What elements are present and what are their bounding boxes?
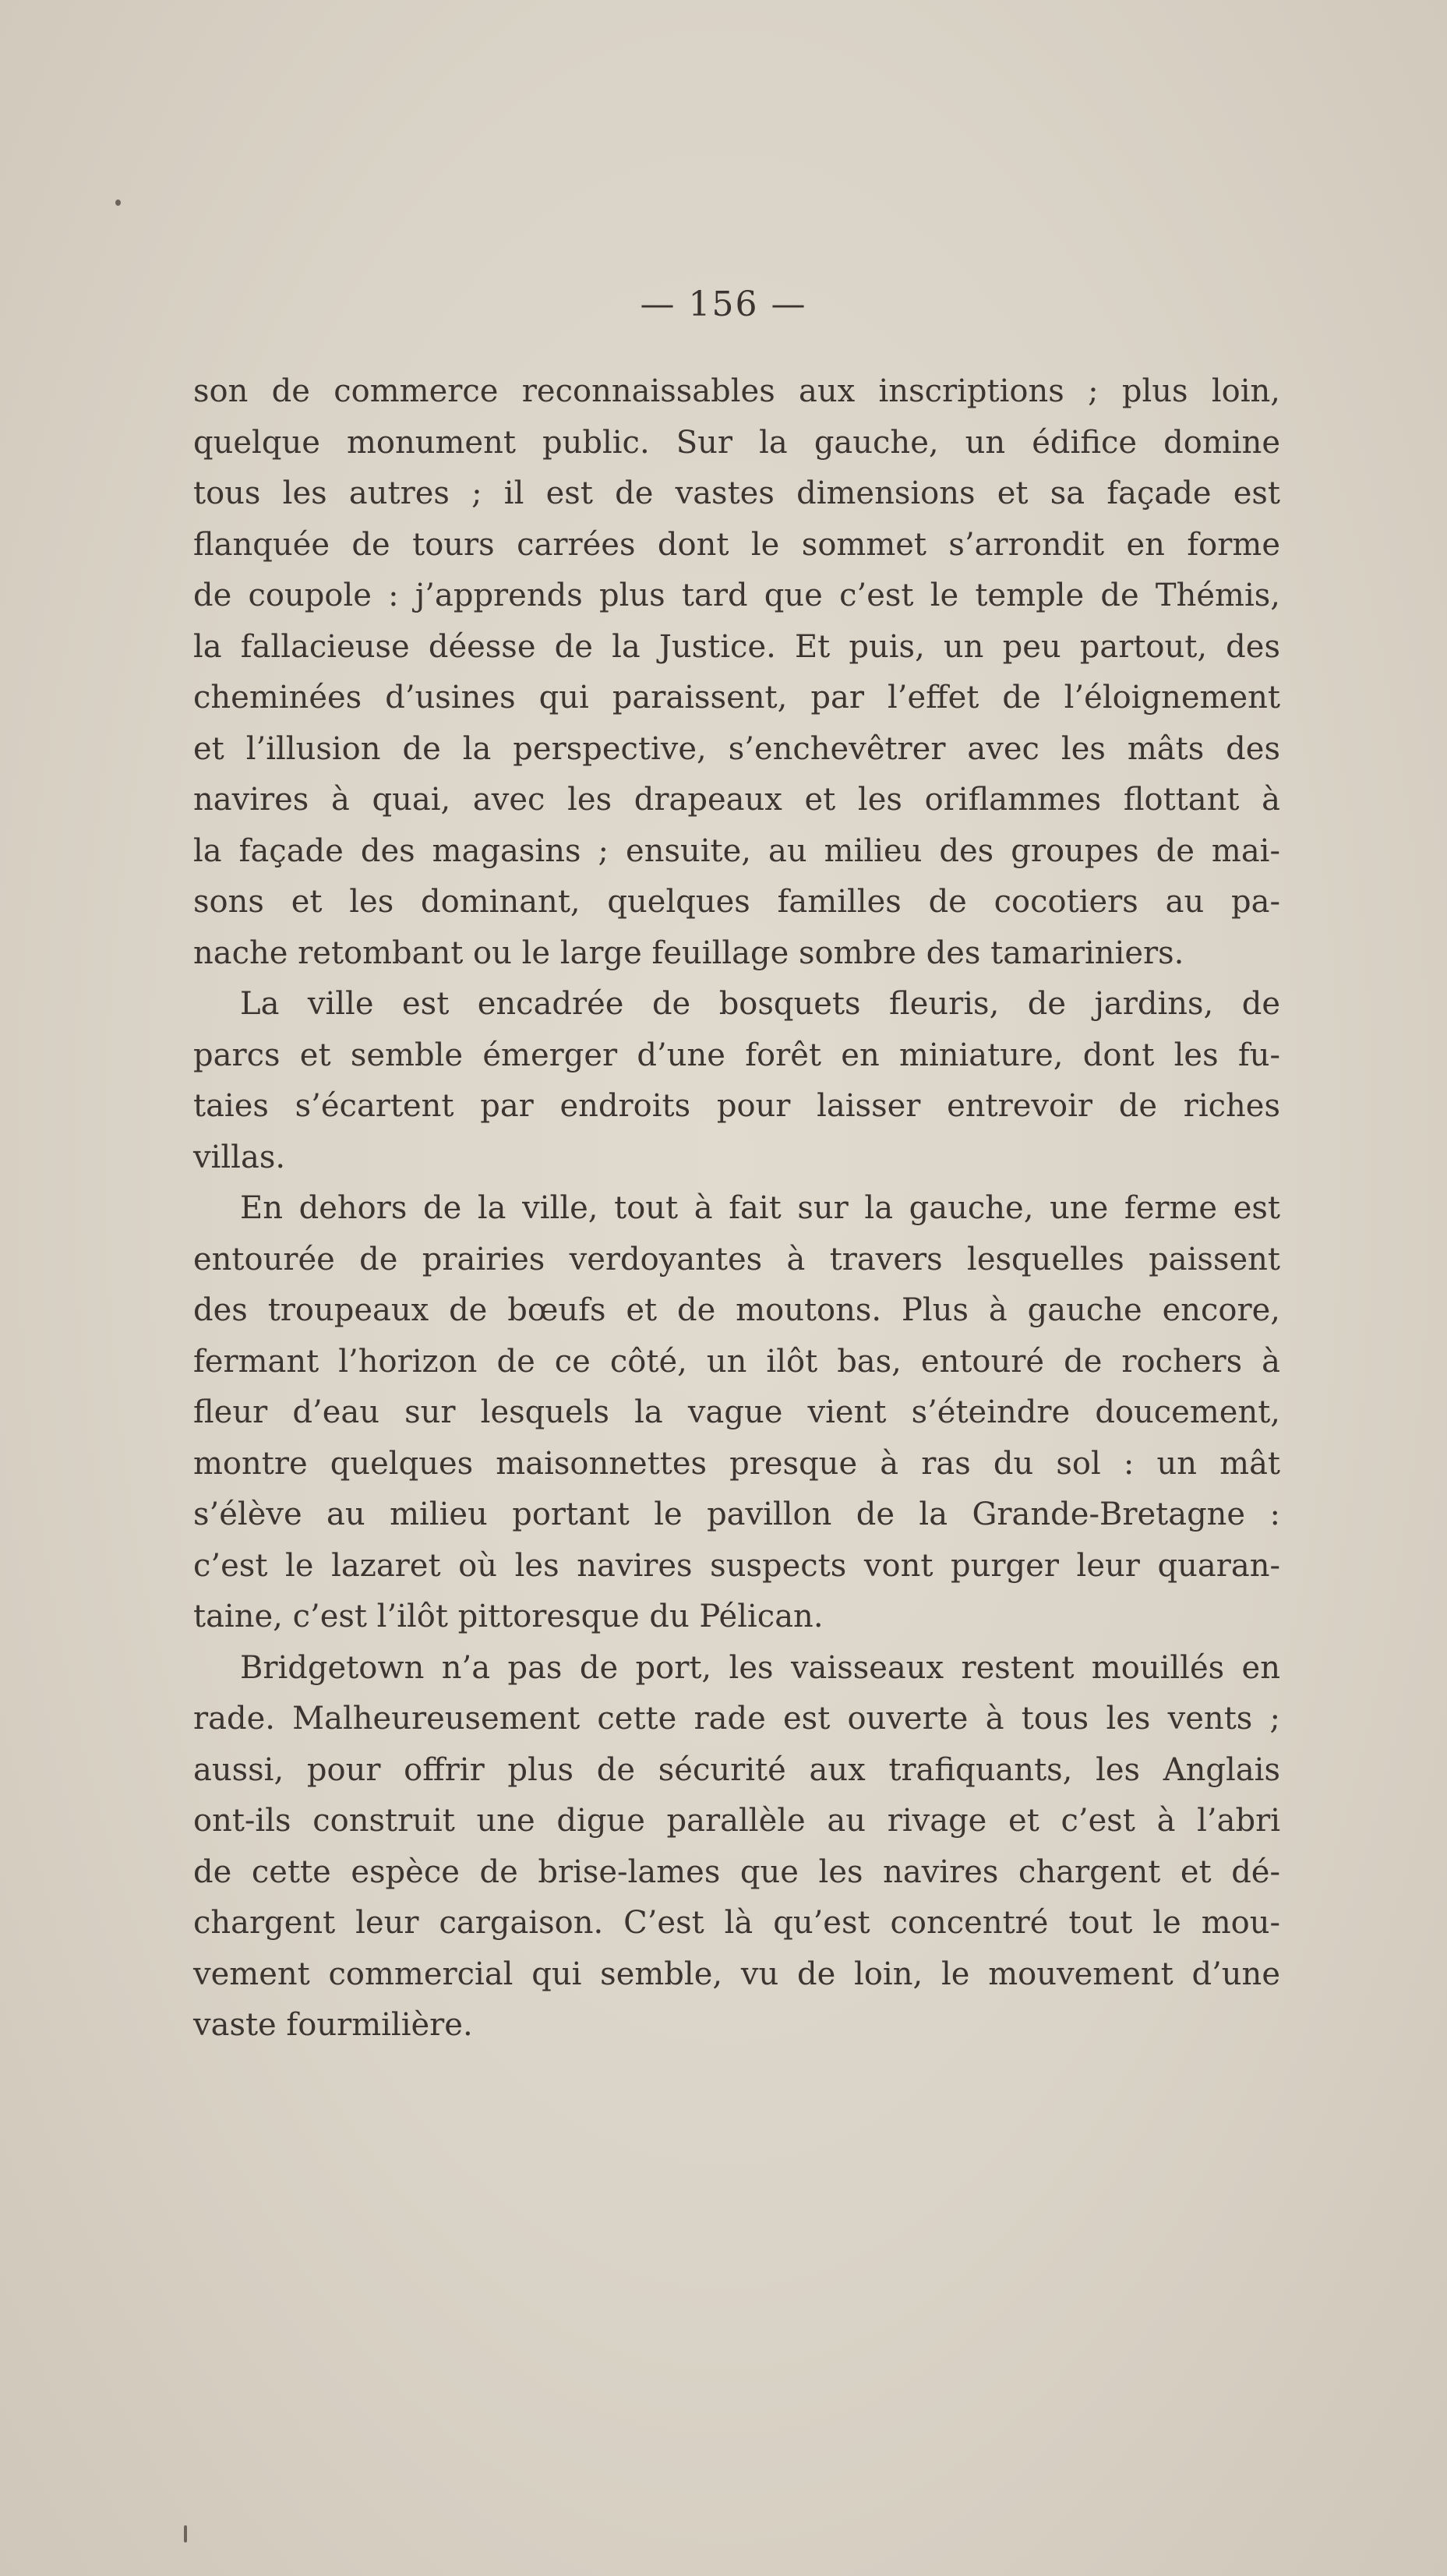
text-line: parcs et semble émerger d’une forêt en miniature, dont les fu- [193,1037,1280,1073]
text-line: c’est le lazaret où les navires suspects vont purger leur quaran- [193,1547,1280,1584]
paragraph [193,366,1280,979]
text-line: la façade des magasins ; ensuite, au milieu des groupes de mai- [193,832,1280,869]
text-line: de cette espèce de brise-lames que les navires chargent et dé- [193,1853,1280,1890]
text-line: montre quelques maisonnettes presque à ras du sol : un mât [193,1445,1280,1482]
text-line: quelque monument public. Sur la gauche, un édifice domine [193,424,1280,461]
text-line: nache retombant ou le large feuillage sombre des tamariniers. [193,935,1184,971]
text-line: villas. [193,1139,286,1175]
paper-speck [115,200,121,206]
text-line: cheminées d’usines qui paraissent, par l’effet de l’éloignement [193,680,1280,716]
text-line: taine, c’est l’ilôt pittoresque du Pélican. [193,1599,824,1634]
paper-speck [184,2525,187,2542]
text-line: flanquée de tours carrées dont le sommet s’arrondit en forme [193,526,1280,563]
text-line: taies s’écartent par endroits pour laisser entrevoir de riches [193,1088,1280,1124]
text-line: sons et les dominant, quelques familles de cocotiers au pa- [193,884,1280,920]
text-line: navires à quai, avec les drapeaux et les oriflammes flottant à [193,782,1280,818]
text-line: La ville est encadrée de bosquets fleuris, de jardins, de [240,986,1280,1022]
body-text [193,366,1280,2051]
text-line: vaste fourmilière. [193,2007,473,2043]
text-line: la fallacieuse déesse de la Justice. Et puis, un peu partout, des [193,628,1280,665]
paragraph [193,979,1280,1183]
text-line: chargent leur cargaison. C’est là qu’est concentré tout le mou- [193,1905,1280,1941]
text-line: s’élève au milieu portant le pavillon de la Grande-Bretagne : [193,1496,1280,1532]
paragraph [193,1643,1280,2051]
text-line: des troupeaux de bœufs et de moutons. Plus à gauche encore, [193,1292,1280,1328]
text-line: En dehors de la ville, tout à fait sur la gauche, une ferme est [240,1190,1280,1226]
paragraph [193,1183,1280,1643]
text-line: fermant l’horizon de ce côté, un ilôt bas, entouré de rochers à [193,1343,1280,1380]
text-line: fleur d’eau sur lesquels la vague vient s’éteindre doucement, [193,1394,1280,1430]
text-line: ont-ils construit une digue parallèle au rivage et c’est à l’abri [193,1803,1280,1839]
text-line: Bridgetown n’a pas de port, les vaisseaux restent mouillés en [240,1649,1280,1686]
text-line: tous les autres ; il est de vastes dimensions et sa façade est [193,475,1280,511]
text-line: et l’illusion de la perspective, s’enchevêtrer avec les mâts des [193,730,1280,767]
text-line: son de commerce reconnaissables aux inscriptions ; plus loin, [193,373,1280,409]
page-number: — 156 — [640,284,807,324]
text-line: rade. Malheureusement cette rade est ouverte à tous les vents ; [193,1701,1280,1737]
text-line: aussi, pour offrir plus de sécurité aux trafiquants, les Anglais [193,1751,1280,1788]
text-line: vement commercial qui semble, vu de loin, le mouvement d’une [193,1956,1280,1992]
text-line: entourée de prairies verdoyantes à travers lesquelles paissent [193,1241,1280,1277]
text-line: de coupole : j’apprends plus tard que c’est le temple de Thémis, [193,578,1280,613]
